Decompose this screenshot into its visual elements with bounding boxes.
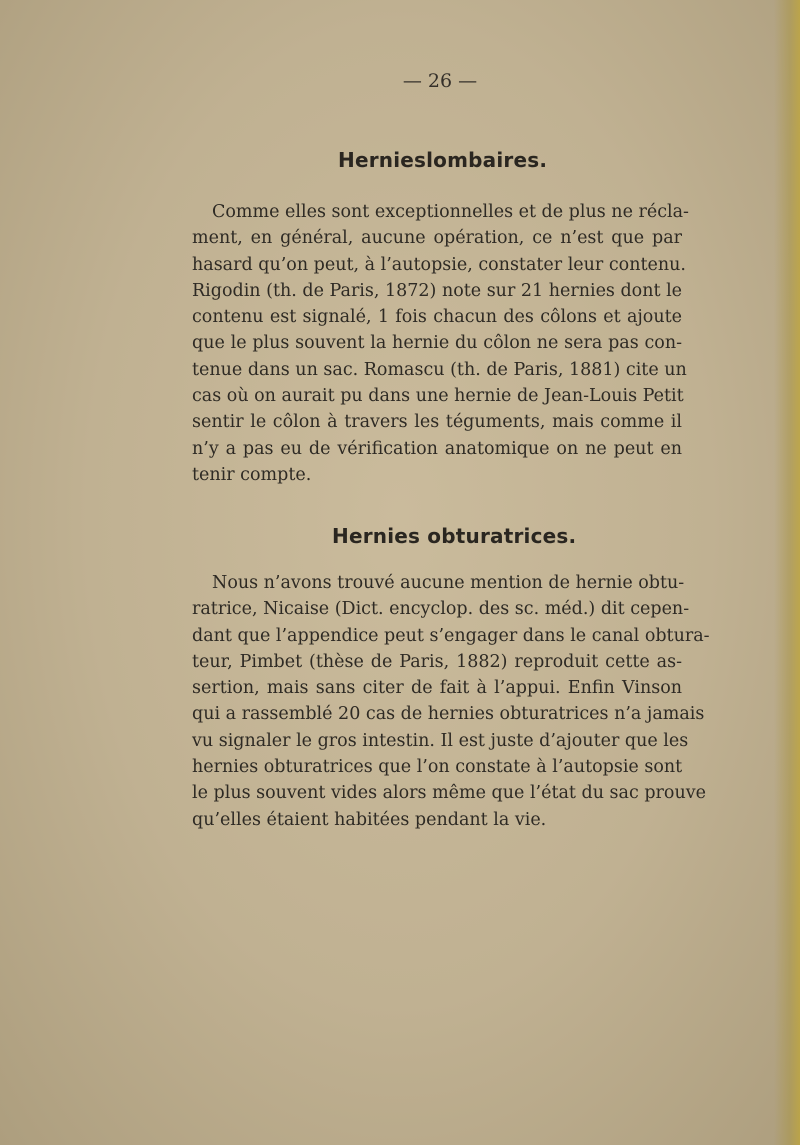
paragraph-hernies-lombaires [192, 199, 689, 488]
page-number: — 26 — [402, 70, 478, 92]
text-line: cas où on aurait pu dans une hernie de Jean-Louis Petit [192, 386, 684, 407]
text-line: sentir le côlon à travers les téguments, mais comme il [192, 412, 682, 433]
text-line: hernies obturatrices que l’on constate à l’autopsie sont [192, 757, 683, 778]
text-line: qu’elles étaient habitées pendant la vie. [192, 809, 547, 830]
text-line: vu signaler le gros intestin. Il est juste d’ajouter que les [192, 730, 689, 751]
section-heading-hernies-obturatrices: Hernies obturatrices. [332, 524, 577, 548]
text-line: tenir compte. [192, 464, 312, 485]
text-line: Nous n’avons trouvé aucune mention de hernie obtu- [212, 573, 685, 593]
text-line: dant que l’appendice peut s’engager dans le canal obtura- [192, 625, 710, 646]
text-line: ment, en général, aucune opération, ce n’est que par [192, 228, 682, 249]
text-line: Rigodin (th. de Paris, 1872) note sur 21 hernies dont le [192, 280, 683, 301]
text-line: qui a rassemblé 20 cas de hernies obturatrices n’a jamais [192, 704, 705, 725]
text-line: tenue dans un sac. Romascu (th. de Paris, 1881) cite un [192, 359, 687, 380]
text-line: contenu est signalé, 1 fois chacun des côlons et ajoute [192, 307, 682, 328]
text-line: Comme elles sont exceptionnelles et de plus ne récla- [212, 202, 689, 222]
paragraph-hernies-obturatrices [192, 570, 710, 833]
text-line: n’y a pas eu de vérification anatomique on ne peut en [192, 438, 682, 459]
text-line: hasard qu’on peut, à l’autopsie, constater leur contenu. [192, 254, 686, 275]
text-line: le plus souvent vides alors même que l’état du sac prouve [192, 783, 706, 804]
text-line: que le plus souvent la hernie du côlon ne sera pas con- [192, 333, 682, 354]
text-line: sertion, mais sans citer de fait à l’appui. Enfin Vinson [192, 678, 682, 699]
text-line: ratrice, Nicaise (Dict. encyclop. des sc. méd.) dit cepen- [192, 599, 690, 620]
section-heading-hernies-lombaires: Hernieslombaires. [338, 148, 548, 172]
text-line: teur, Pimbet (thèse de Paris, 1882) reproduit cette as- [192, 651, 682, 672]
